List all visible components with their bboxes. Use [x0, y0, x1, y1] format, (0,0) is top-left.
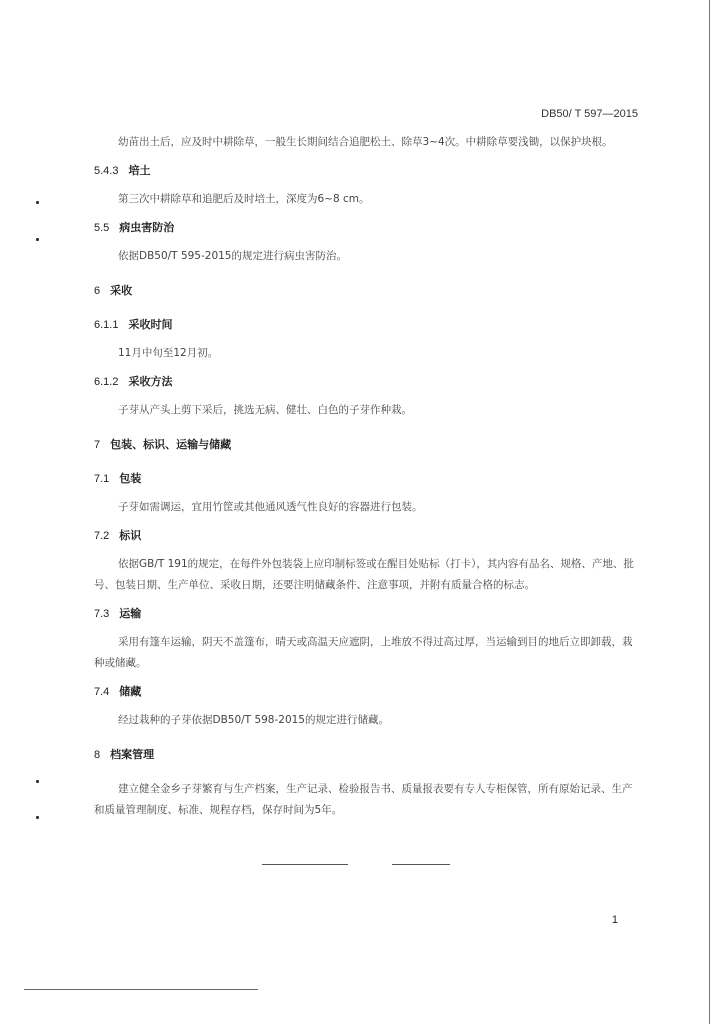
- bottom-edge-line: [24, 989, 258, 990]
- paragraph: 子芽从产头上剪下采后，挑选无病、健壮、白色的子芽作种栽。: [118, 404, 412, 416]
- scan-speck: [36, 780, 39, 783]
- section-number: 7.4: [94, 686, 110, 698]
- paragraph: 依据GB/T 191的规定，在每件外包装袋上应印制标签或在醒目处贴标（打卡），其内容有品名、规格、产地、批号、包装日期、生产单位、采收日期，还要注明储藏条件、注意事项，并附有质量合格的标志。: [94, 558, 634, 591]
- document-body: [94, 132, 642, 821]
- section-heading: [94, 281, 642, 301]
- section-heading: [94, 526, 642, 546]
- section-number: 7.1: [94, 473, 110, 485]
- section-number: 7.3: [94, 608, 110, 620]
- section-number: 6.1.1: [94, 319, 119, 331]
- section-heading: [94, 218, 642, 238]
- section-heading: [94, 682, 642, 702]
- section-title: 档案管理: [110, 748, 155, 761]
- section-heading: [94, 745, 642, 765]
- scan-edge-line: [709, 0, 710, 1024]
- page-number: 1: [611, 914, 618, 926]
- section-title: 运输: [119, 607, 142, 620]
- section-number: 7.2: [94, 530, 110, 542]
- paragraph: 第三次中耕除草和追肥后及时培土，深度为6~8 cm。: [118, 193, 370, 205]
- end-rule-left: [262, 864, 348, 865]
- end-rule-right: [392, 864, 450, 865]
- section-number: 8: [94, 749, 101, 761]
- section-number: 6.1.2: [94, 376, 119, 388]
- scan-speck: [36, 238, 39, 241]
- section-title: 采收: [110, 284, 133, 297]
- section-title: 包装: [119, 472, 142, 485]
- scan-speck: [36, 816, 39, 819]
- standard-code: DB50/ T 597—2015: [541, 108, 638, 120]
- section-title: 标识: [119, 529, 142, 542]
- paragraph: 幼苗出土后，应及时中耕除草，一般生长期间结合追肥松土、除草3~4次。中耕除草要浅锄，以保护块根。: [118, 136, 613, 148]
- section-number: 7: [94, 439, 101, 451]
- section-title: 培土: [128, 164, 151, 177]
- section-heading: [94, 315, 642, 335]
- paragraph: 子芽如需调运，宜用竹筐或其他通风透气性良好的容器进行包装。: [118, 501, 423, 513]
- section-title: 包装、标识、运输与储藏: [110, 438, 232, 451]
- scan-speck: [36, 201, 39, 204]
- paragraph: 采用有篷车运输，阴天不盖篷布，晴天或高温天应遮阴，上堆放不得过高过厚，当运输到目的地后立即卸载，栽种或储藏。: [94, 636, 633, 669]
- paragraph: 建立健全金乡子芽繁育与生产档案，生产记录、检验报告书、质量报表要有专人专柜保管，所有原始记录、生产和质量管理制度、标准、规程存档，保存时间为5年。: [94, 783, 633, 816]
- section-title: 采收方法: [128, 375, 173, 388]
- section-heading: [94, 469, 642, 489]
- section-number: 5.5: [94, 222, 110, 234]
- section-heading: [94, 604, 642, 624]
- paragraph: 经过栽种的子芽依据DB50/T 598-2015的规定进行储藏。: [118, 714, 389, 726]
- section-heading: [94, 435, 642, 455]
- section-title: 病虫害防治: [119, 221, 175, 234]
- paragraph: 依据DB50/T 595-2015的规定进行病虫害防治。: [118, 250, 347, 262]
- section-number: 6: [94, 285, 101, 297]
- section-number: 5.4.3: [94, 165, 119, 177]
- paragraph: 11月中旬至12月初。: [118, 347, 219, 359]
- section-heading: [94, 372, 642, 392]
- section-heading: [94, 161, 642, 181]
- section-title: 采收时间: [128, 318, 173, 331]
- section-title: 储藏: [119, 685, 142, 698]
